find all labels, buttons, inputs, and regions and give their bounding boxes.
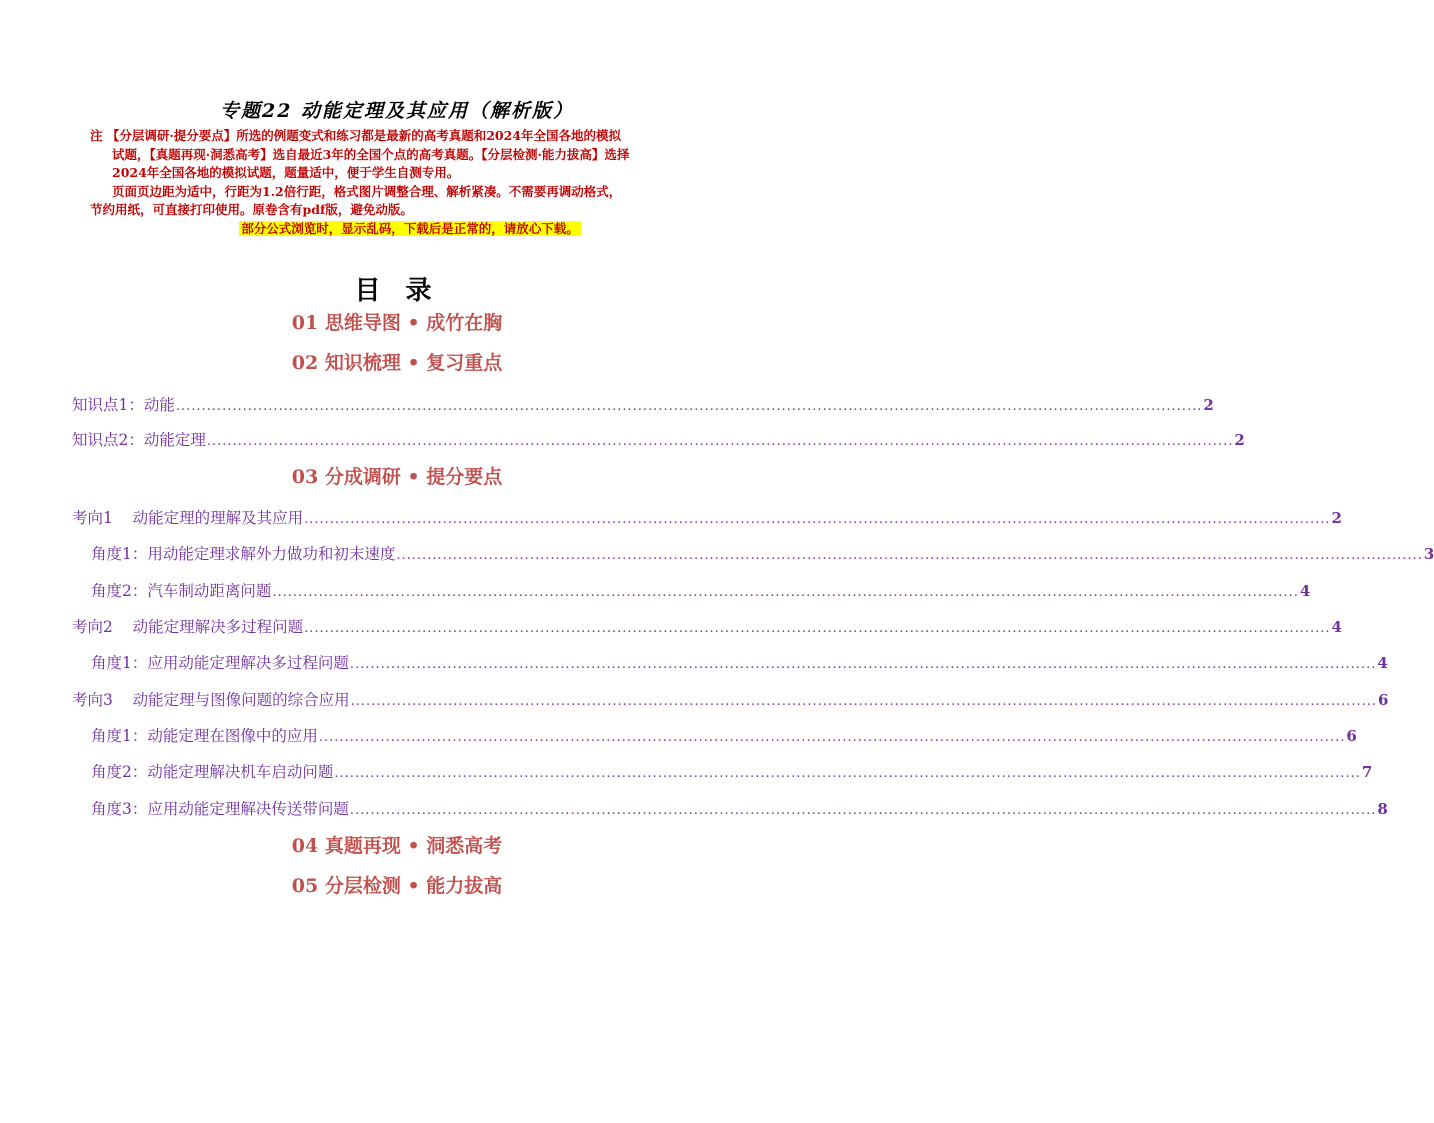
toc-entry-page: 4 [1331,618,1342,636]
toc-entry-page: 6 [1378,691,1389,709]
note-block [90,127,730,238]
toc-entry-page: 2 [1203,396,1214,414]
toc-entry-label: 角度1：应用动能定理解决多过程问题 [91,654,349,672]
toc-entry-knowledge-2[interactable] [72,428,1245,450]
toc-leader-dots: ........................................................................................................................................................................................................ [175,399,1203,414]
toc-entry-label: 知识点2：动能定理 [72,431,206,449]
note-highlight-line [90,220,730,239]
toc-entry-page: 4 [1377,654,1388,672]
toc-entry-page: 8 [1377,800,1388,818]
toc-entry-label: 考向2 动能定理解决多过程问题 [72,618,304,636]
toc-entry-direction-2[interactable] [72,615,1342,637]
toc-entry-angle-2-1[interactable] [91,651,1388,673]
toc-entry-angle-1-2[interactable] [91,579,1311,601]
toc-leader-dots: ........................................................................................................................................................................................................ [349,657,1377,672]
toc-entry-label: 角度2：汽车制动距离问题 [91,582,272,600]
note-line-1: 注 【分层调研·提分要点】所选的例题变式和练习都是最新的高考真题和2024年全国各地的模拟 [90,128,621,143]
toc-leader-dots: ........................................................................................................................................................................................................ [304,512,1331,527]
toc-leader-dots: ........................................................................................................................................................................................................ [206,434,1234,449]
note-line-4: 页面页边距为适中，行距为1.2倍行距，格式图片调整合理、解析紧凑。不需要再调动格式， [112,183,622,199]
toc-section-01[interactable]: 01 思维导图 • 成竹在胸 [291,312,503,334]
toc-title: 目 录 [354,276,440,306]
toc-leader-dots: ........................................................................................................................................................................................................ [350,694,1378,709]
toc-entry-angle-3-3[interactable] [91,797,1388,819]
toc-entry-page: 7 [1361,763,1373,781]
note-line-3: 2024年全国各地的模拟试题，题量适中，便于学生自测专用。 [112,165,460,180]
note-line-2: 试题，【真题再现·洞悉高考】选自最近3年的全国个点的高考真题。【分层检测·能力拔高】选择 [112,146,630,162]
note-highlight: 部分公式浏览时，显示乱码，下载后是正常的，请放心下载。 [241,220,579,236]
toc-leader-dots: ........................................................................................................................................................................................................ [334,766,1361,781]
toc-entry-page: 2 [1331,509,1342,527]
toc-entry-label: 角度2：动能定理解决机车启动问题 [91,763,334,781]
toc-entry-direction-3[interactable] [72,688,1389,710]
toc-entry-label: 考向3 动能定理与图像问题的综合应用 [72,691,350,709]
note-line-5: 节约用纸，可直接打印使用。原卷含有pdf版，避免动版。 [90,202,413,217]
toc-entry-angle-1-1[interactable] [91,542,1434,564]
toc-leader-dots: ........................................................................................................................................................................................................ [318,730,1346,745]
toc-entry-direction-1[interactable] [72,506,1342,528]
toc-entry-label: 角度1：用动能定理求解外力做功和初末速度 [91,545,396,563]
toc-section-05[interactable]: 05 分层检测 • 能力拔高 [291,875,503,897]
toc-leader-dots: ........................................................................................................................................................................................................ [304,621,1331,636]
toc-entry-page: 3 [1423,545,1434,563]
toc-entry-angle-3-1[interactable] [91,724,1357,746]
toc-entry-page: 6 [1346,727,1357,745]
toc-section-02[interactable]: 02 知识梳理 • 复习重点 [291,352,503,374]
toc-entry-page: 2 [1234,431,1245,449]
document-title: 专题22 动能定理及其应用（解析版） [219,100,575,122]
toc-entry-angle-3-2[interactable] [91,760,1373,782]
toc-entry-knowledge-1[interactable] [72,393,1214,415]
toc-entry-label: 角度1：动能定理在图像中的应用 [91,727,318,745]
toc-leader-dots: ........................................................................................................................................................................................................ [272,585,1299,600]
toc-section-04[interactable]: 04 真题再现 • 洞悉高考 [291,835,503,857]
toc-section-03[interactable]: 03 分成调研 • 提分要点 [291,466,503,488]
toc-leader-dots: ........................................................................................................................................................................................................ [396,548,1423,563]
toc-entry-label: 考向1 动能定理的理解及其应用 [72,509,304,527]
toc-entry-page: 4 [1299,582,1311,600]
toc-entry-label: 知识点1：动能 [72,396,175,414]
toc-leader-dots: ........................................................................................................................................................................................................ [349,803,1377,818]
toc-entry-label: 角度3：应用动能定理解决传送带问题 [91,800,349,818]
